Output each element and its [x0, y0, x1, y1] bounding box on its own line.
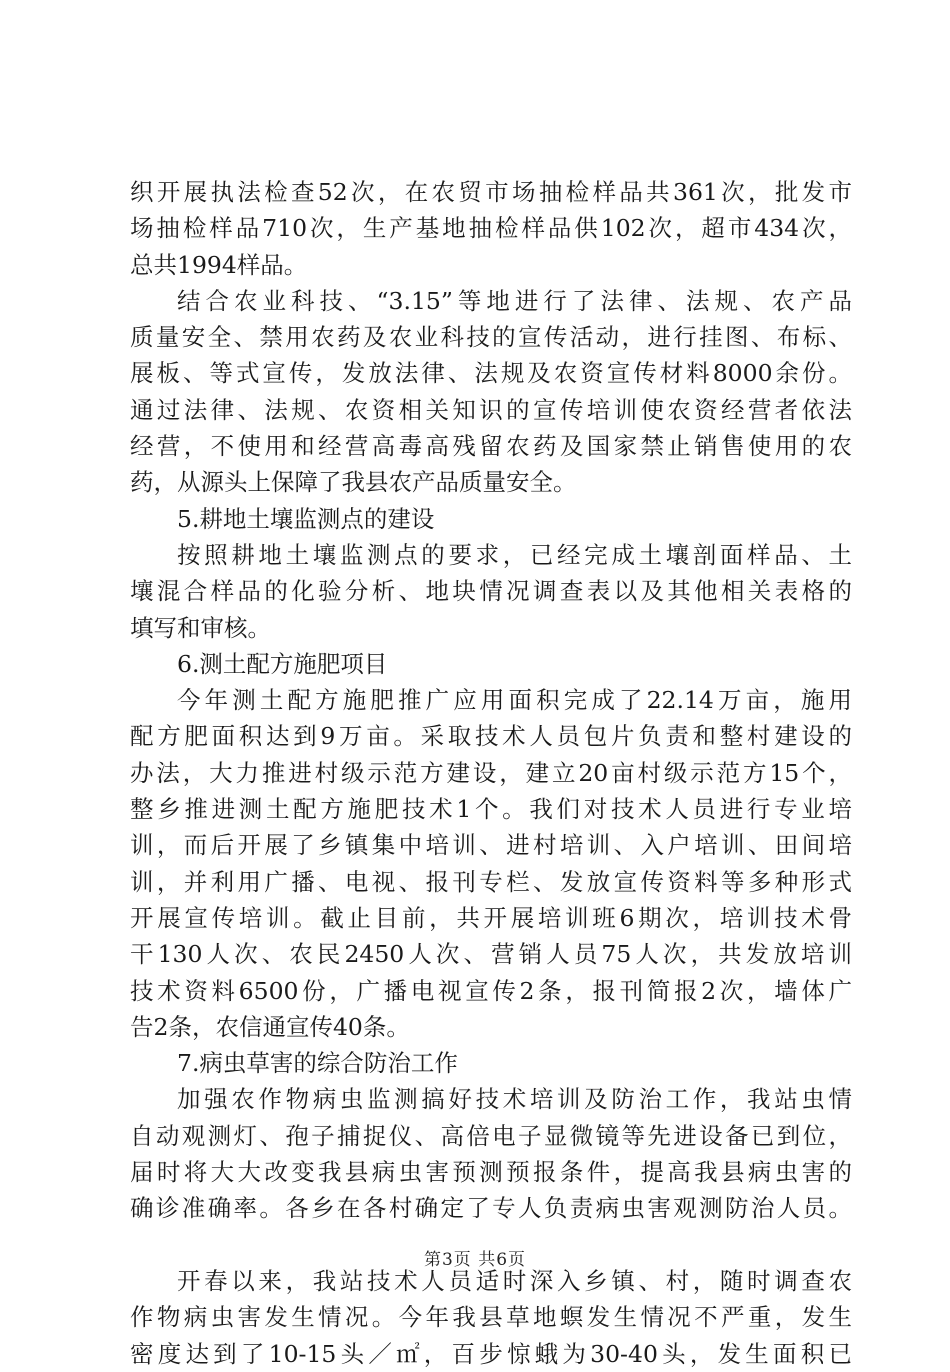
text-line: 届时将大大改变我县病虫害预测预报条件，提高我县病虫害的	[130, 1158, 852, 1187]
text-line: 办法，大力推进村级示范方建设，建立20亩村级示范方15个，	[130, 758, 852, 787]
text-line: 告2条，农信通宣传40条。	[130, 1012, 410, 1041]
text-line: 确诊准确率。各乡在各村确定了专人负责病虫害观测防治人员。	[130, 1194, 852, 1223]
text-line: 技术资料6500份，广播电视宣传2条，报刊简报2次，墙体广	[130, 976, 852, 1005]
text-line: 开展宣传培训。截止目前，共开展培训班6期次，培训技术骨	[130, 903, 852, 932]
text-line: 今年测土配方施肥推广应用面积完成了22.14万亩，施用	[177, 686, 852, 715]
text-line: 展板、等式宣传，发放法律、法规及农资宣传材料8000余份。	[130, 359, 852, 388]
text-line: 质量安全、禁用农药及农业科技的宣传活动，进行挂图、布标、	[130, 323, 852, 352]
text-line: 作物病虫害发生情况。今年我县草地螟发生情况不严重，发生	[130, 1303, 852, 1332]
section-heading: 7.病虫草害的综合防治工作	[177, 1049, 458, 1078]
document-body	[130, 174, 852, 1372]
text-line: 密度达到了10-15头／㎡，百步惊蛾为30-40头，发生面积已	[130, 1339, 852, 1368]
text-line: 通过法律、法规、农资相关知识的宣传培训使农资经营者依法	[130, 395, 852, 424]
section-heading: 6.测土配方施肥项目	[177, 649, 388, 678]
text-line: 训，并利用广播、电视、报刊专栏、发放宣传资料等多种形式	[130, 867, 852, 896]
text-line: 药，从源头上保障了我县农产品质量安全。	[130, 468, 577, 497]
text-line: 按照耕地土壤监测点的要求，已经完成土壤剖面样品、土	[177, 540, 852, 569]
text-line: 整乡推进测土配方施肥技术1个。我们对技术人员进行专业培	[130, 795, 852, 824]
text-line: 配方肥面积达到9万亩。采取技术人员包片负责和整村建设的	[130, 722, 852, 751]
section-heading: 5.耕地土壤监测点的建设	[177, 504, 435, 533]
page-footer: 第3页 共6页	[423, 1250, 527, 1270]
text-line: 结合农业科技、“3.15”等地进行了法律、法规、农产品	[177, 286, 852, 315]
text-line: 加强农作物病虫监测搞好技术培训及防治工作，我站虫情	[177, 1085, 852, 1114]
text-line: 开春以来，我站技术人员适时深入乡镇、村，随时调查农	[177, 1266, 852, 1295]
text-line: 干130人次、农民2450人次、营销人员75人次，共发放培训	[130, 940, 852, 969]
text-line: 经营，不使用和经营高毒高残留农药及国家禁止销售使用的农	[130, 432, 852, 461]
text-line: 填写和审核。	[130, 613, 271, 642]
text-line: 壤混合样品的化验分析、地块情况调查表以及其他相关表格的	[130, 577, 852, 606]
text-line: 场抽检样品710次，生产基地抽检样品供102次，超市434次，	[130, 214, 852, 243]
text-line: 织开展执法检查52次，在农贸市场抽检样品共361次，批发市	[130, 178, 852, 206]
text-line: 训，而后开展了乡镇集中培训、进村培训、入户培训、田间培	[130, 831, 852, 860]
text-line: 自动观测灯、孢子捕捉仪、高倍电子显微镜等先进设备已到位，	[130, 1121, 852, 1150]
text-line: 总共1994样品。	[130, 250, 308, 279]
